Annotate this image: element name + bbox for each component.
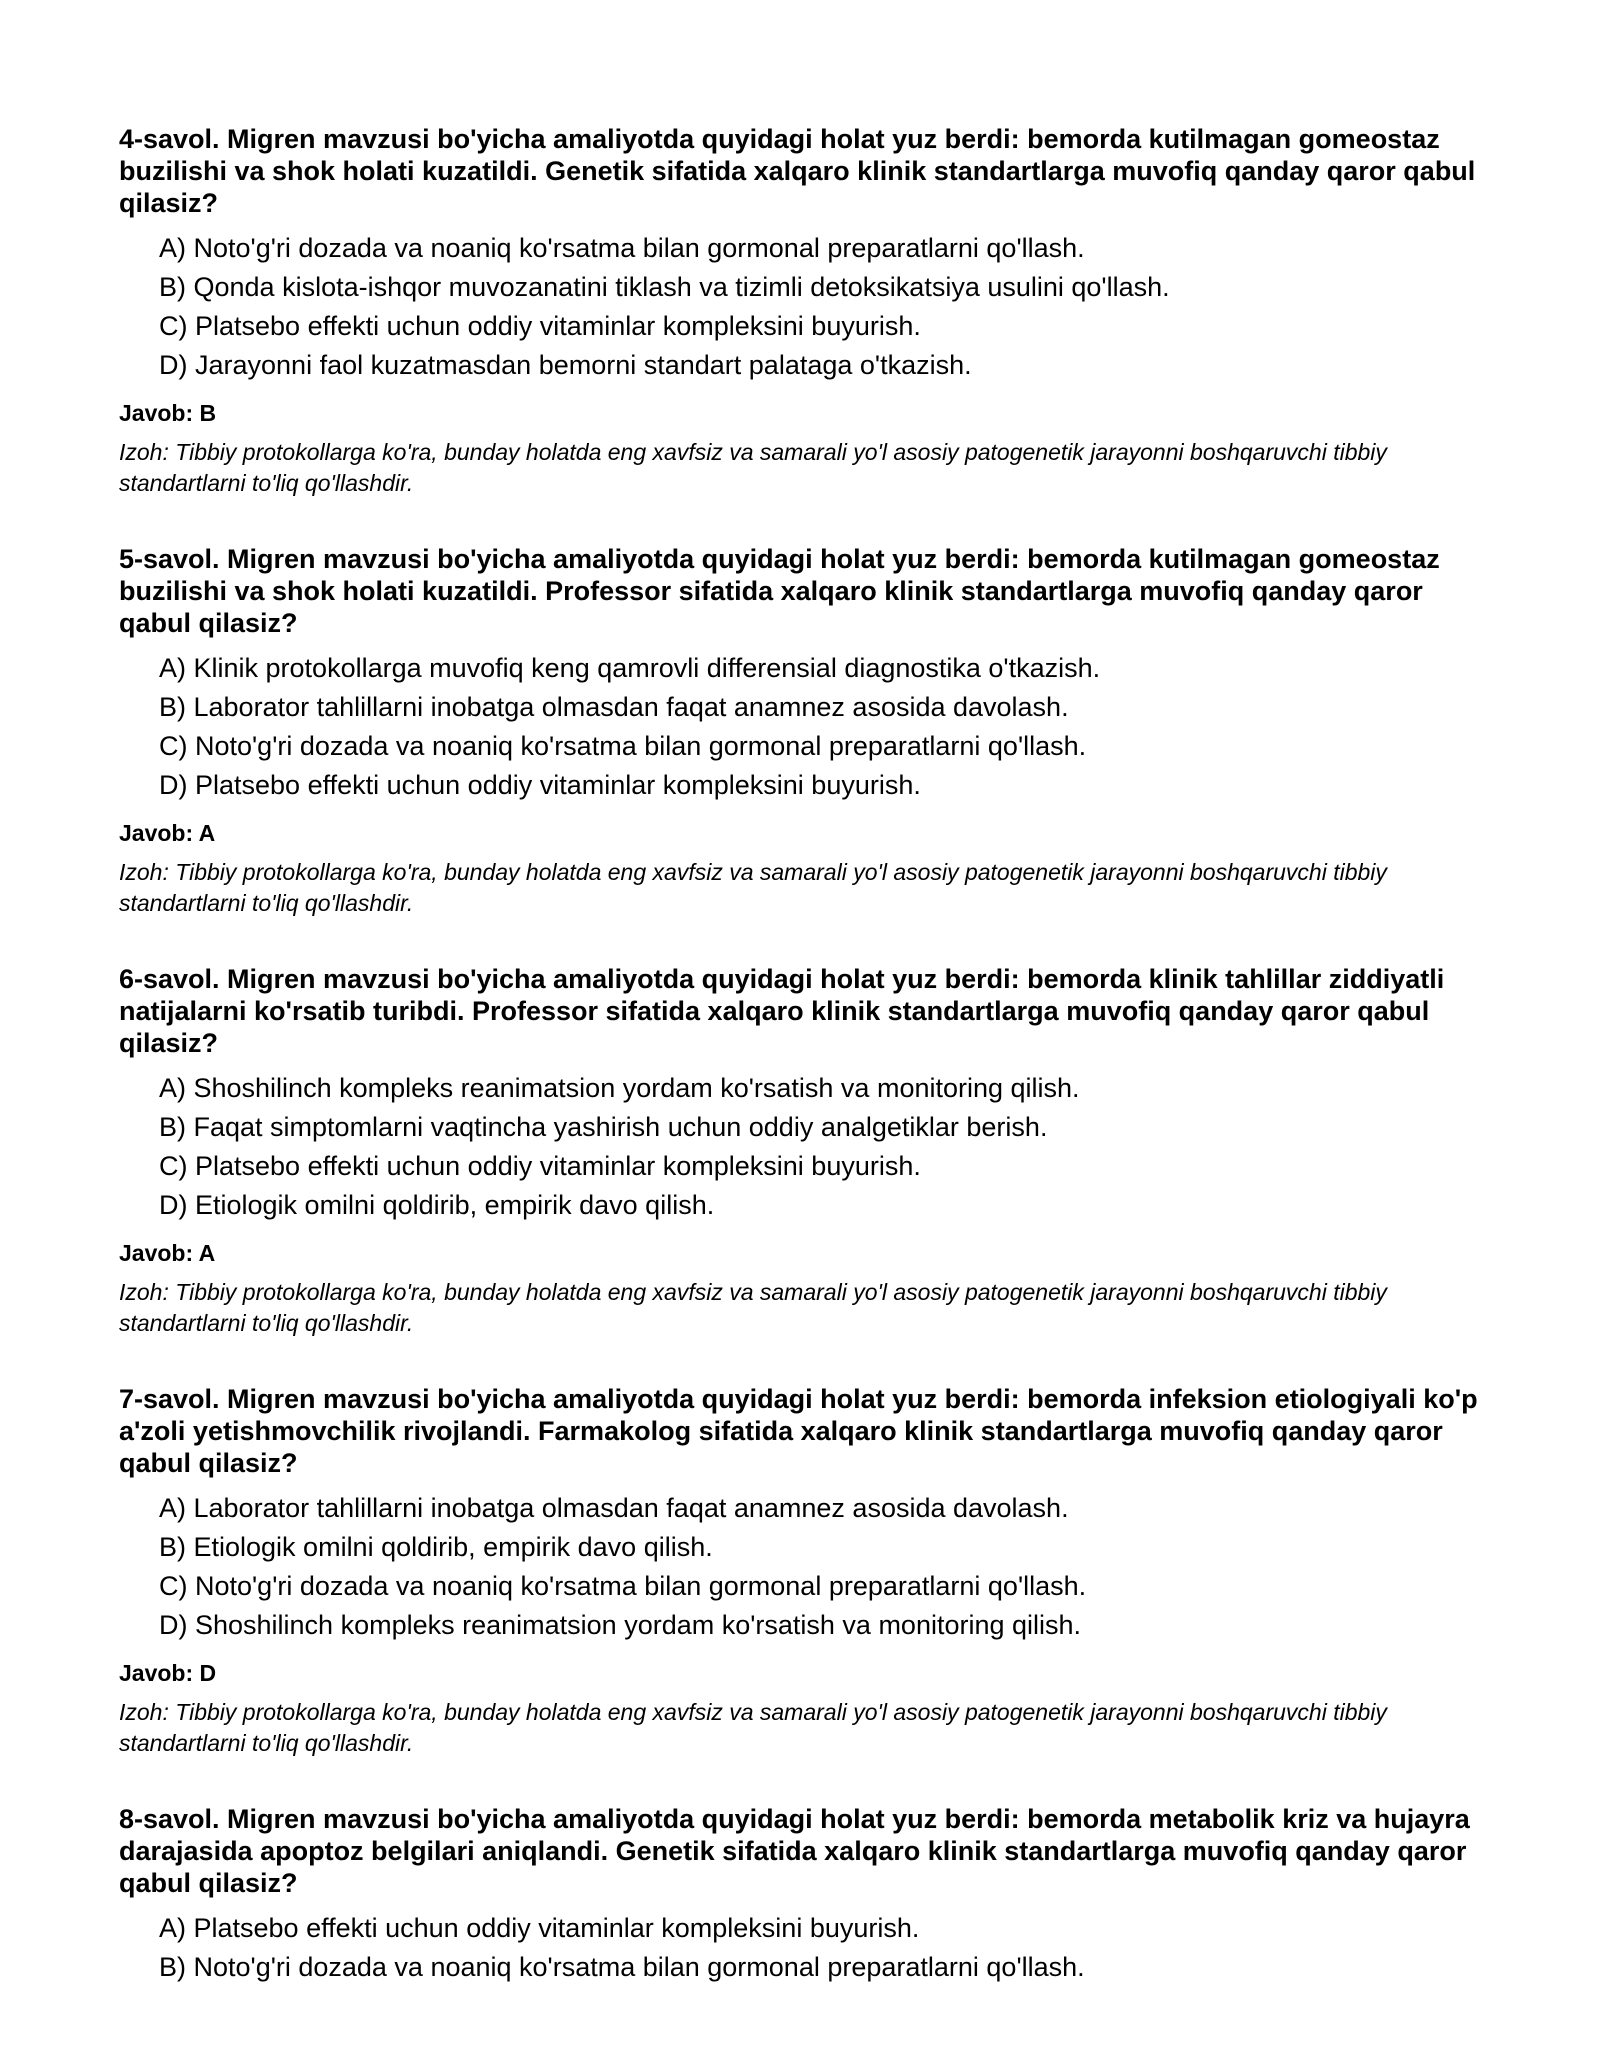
question-block — [119, 963, 1499, 1339]
option-a: A) Platsebo effekti uchun oddiy vitaminlar kompleksini buyurish. — [159, 1913, 920, 1943]
question-block — [119, 123, 1499, 499]
question-block — [119, 1803, 1499, 1987]
option-b: B) Faqat simptomlarni vaqtincha yashirish uchun oddiy analgetiklar berish. — [159, 1112, 1048, 1142]
option-d: D) Jarayonni faol kuzatmasdan bemorni standart palataga o'tkazish. — [159, 350, 972, 380]
option-b: B) Qonda kislota-ishqor muvozanatini tiklash va tizimli detoksikatsiya usulini qo'llash. — [159, 272, 1170, 302]
option-c: C) Noto'g'ri dozada va noaniq ko'rsatma bilan gormonal preparatlarni qo'llash. — [159, 1571, 1087, 1601]
option-list — [119, 1909, 1499, 1987]
option-c: C) Platsebo effekti uchun oddiy vitaminlar kompleksini buyurish. — [159, 311, 921, 341]
option-list — [119, 229, 1499, 385]
answer-label: Javob: A — [119, 820, 216, 846]
explanation-text: Izoh: Tibbiy protokollarga ko'ra, bunday holatda eng xavfsiz va samarali yo'l asosiy patogenetik jarayonni boshqaruvchi tibbiy standartlarni to'liq qo'llashdir. — [119, 439, 1387, 496]
answer-label: Javob: B — [119, 400, 217, 426]
explanation-text: Izoh: Tibbiy protokollarga ko'ra, bunday holatda eng xavfsiz va samarali yo'l asosiy patogenetik jarayonni boshqaruvchi tibbiy standartlarni to'liq qo'llashdir. — [119, 1699, 1387, 1756]
option-list — [119, 1069, 1499, 1225]
answer-label: Javob: D — [119, 1660, 217, 1686]
option-a: A) Noto'g'ri dozada va noaniq ko'rsatma bilan gormonal preparatlarni qo'llash. — [159, 233, 1085, 263]
document-page — [119, 123, 1499, 2031]
option-d: D) Shoshilinch kompleks reanimatsion yordam ko'rsatish va monitoring qilish. — [159, 1610, 1082, 1640]
option-d: D) Etiologik omilni qoldirib, empirik davo qilish. — [159, 1190, 715, 1220]
option-c: C) Platsebo effekti uchun oddiy vitaminlar kompleksini buyurish. — [159, 1151, 921, 1181]
answer-label: Javob: A — [119, 1240, 216, 1266]
option-list — [119, 649, 1499, 805]
option-b: B) Laborator tahlillarni inobatga olmasdan faqat anamnez asosida davolash. — [159, 692, 1069, 722]
option-a: A) Shoshilinch kompleks reanimatsion yordam ko'rsatish va monitoring qilish. — [159, 1073, 1080, 1103]
option-b: B) Noto'g'ri dozada va noaniq ko'rsatma bilan gormonal preparatlarni qo'llash. — [159, 1952, 1085, 1982]
question-text: 5-savol. Migren mavzusi bo'yicha amaliyotda quyidagi holat yuz berdi: bemorda kutilmagan gomeostaz buzilishi va shok holati kuzatildi. Professor sifatida xalqaro klinik standartlarga muvofiq qanday qaror qabul qilasiz? — [119, 544, 1440, 638]
question-block — [119, 543, 1499, 919]
question-text: 4-savol. Migren mavzusi bo'yicha amaliyotda quyidagi holat yuz berdi: bemorda kutilmagan gomeostaz buzilishi va shok holati kuzatildi. Genetik sifatida xalqaro klinik standartlarga muvofiq qanday qaror qabul qilasiz? — [119, 124, 1476, 218]
option-a: A) Laborator tahlillarni inobatga olmasdan faqat anamnez asosida davolash. — [159, 1493, 1069, 1523]
option-d: D) Platsebo effekti uchun oddiy vitaminlar kompleksini buyurish. — [159, 770, 921, 800]
question-text: 6-savol. Migren mavzusi bo'yicha amaliyotda quyidagi holat yuz berdi: bemorda klinik tahlillar ziddiyatli natijalarni ko'rsatib turibdi. Professor sifatida xalqaro klinik standartlarga muvofiq qanday qaror qabul qilasiz? — [119, 964, 1445, 1058]
explanation-text: Izoh: Tibbiy protokollarga ko'ra, bunday holatda eng xavfsiz va samarali yo'l asosiy patogenetik jarayonni boshqaruvchi tibbiy standartlarni to'liq qo'llashdir. — [119, 859, 1387, 916]
question-block — [119, 1383, 1499, 1759]
option-c: C) Noto'g'ri dozada va noaniq ko'rsatma bilan gormonal preparatlarni qo'llash. — [159, 731, 1087, 761]
question-text: 8-savol. Migren mavzusi bo'yicha amaliyotda quyidagi holat yuz berdi: bemorda metabolik kriz va hujayra darajasida apoptoz belgilari aniqlandi. Genetik sifatida xalqaro klinik standartlarga muvofiq qanday qaror qabul qilasiz? — [119, 1804, 1470, 1898]
option-list — [119, 1489, 1499, 1645]
question-text: 7-savol. Migren mavzusi bo'yicha amaliyotda quyidagi holat yuz berdi: bemorda infeksion etiologiyali ko'p a'zoli yetishmovchilik rivojlandi. Farmakolog sifatida xalqaro klinik standartlarga muvofiq qanday qaror qabul qilasiz? — [119, 1384, 1478, 1478]
option-a: A) Klinik protokollarga muvofiq keng qamrovli differensial diagnostika o'tkazish. — [159, 653, 1101, 683]
explanation-text: Izoh: Tibbiy protokollarga ko'ra, bunday holatda eng xavfsiz va samarali yo'l asosiy patogenetik jarayonni boshqaruvchi tibbiy standartlarni to'liq qo'llashdir. — [119, 1279, 1387, 1336]
option-b: B) Etiologik omilni qoldirib, empirik davo qilish. — [159, 1532, 713, 1562]
